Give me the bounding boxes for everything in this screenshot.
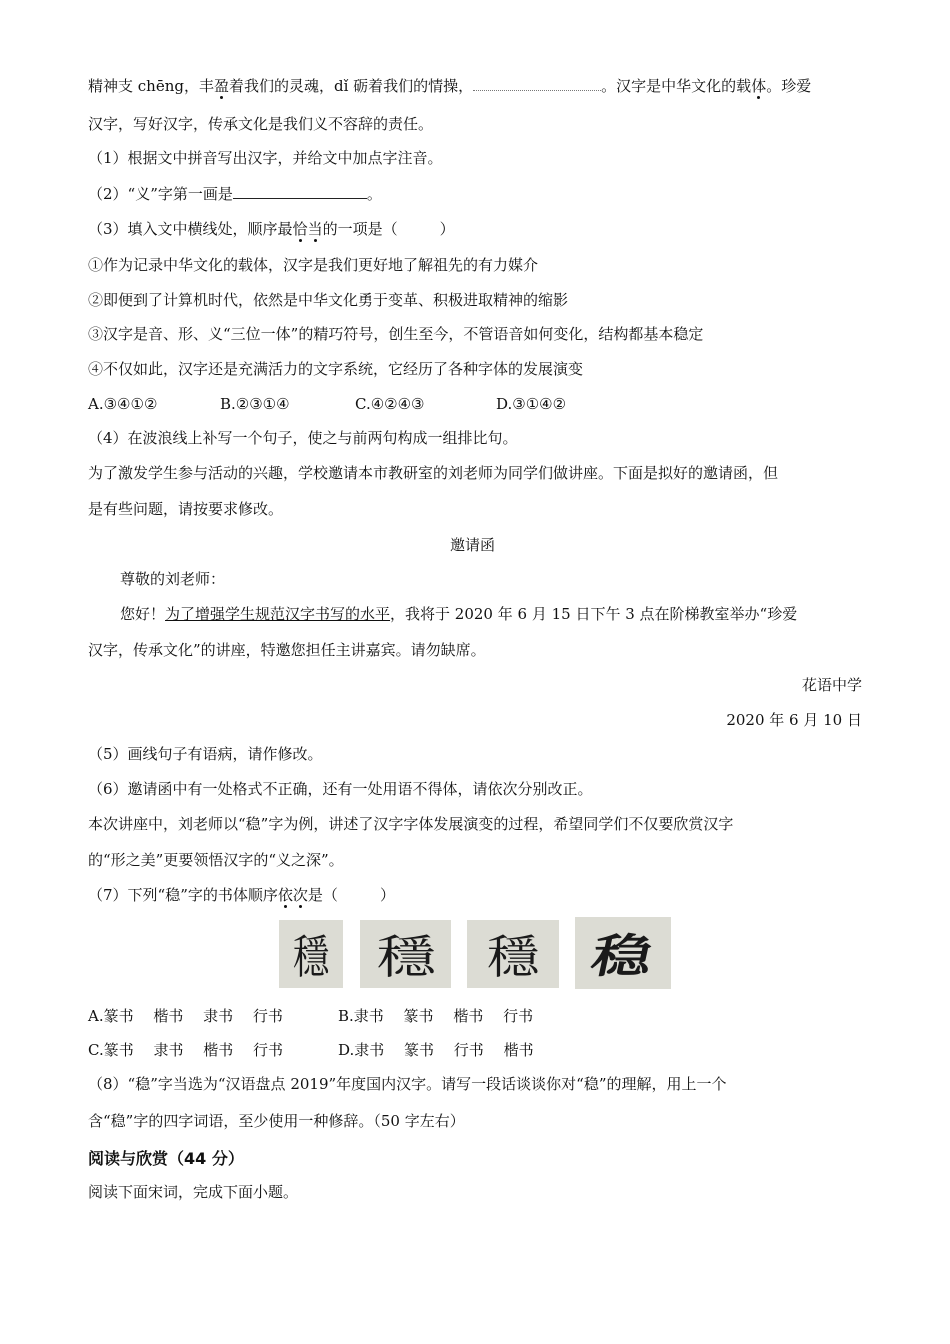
question-text: 。 <box>366 185 382 203</box>
letter-body-1 <box>120 604 797 624</box>
passage-text: 精神支 chēng，丰 <box>88 77 214 95</box>
question-text: （7）下列“稳”字的书体顺序 <box>88 886 278 904</box>
calligraphy-char: 穩 <box>375 930 436 984</box>
question-text: ） <box>439 220 455 238</box>
intro-line-2: 是有些问题，请按要求修改。 <box>88 500 284 518</box>
letter-date: 2020 年 6 月 10 日 <box>726 711 862 729</box>
question-8-line-2: 含“稳”字的四字词语，至少使用一种修辞。（50 字左右） <box>88 1112 465 1130</box>
question-text: ） <box>379 886 395 904</box>
letter-title: 邀请函 <box>450 536 496 554</box>
letter-text: 您好！ <box>120 605 166 623</box>
answer-blank[interactable] <box>233 184 367 199</box>
q7-choice-b: B.隶书 篆书 楷书 行书 <box>338 1007 534 1025</box>
calligraphy-char: 稳 <box>586 929 659 983</box>
intro-line-1: 为了激发学生参与活动的兴趣，学校邀请本市教研室的刘老师为同学们做讲座。下面是拟好的邀请函，但 <box>88 464 779 482</box>
dotted-char: 盈 <box>213 77 229 95</box>
question-6: （6）邀请函中有一处格式不正确，还有一处用语不得体，请依次分别改正。 <box>88 780 593 798</box>
letter-body-2: 汉字，传承文化”的讲座，特邀您担任主讲嘉宾。请勿缺席。 <box>88 641 486 659</box>
question-text: （2）“义”字第一画是 <box>88 185 233 203</box>
section-heading: 阅读与欣赏（44 分） <box>88 1149 244 1168</box>
section-instruction: 阅读下面宋词，完成下面小题。 <box>88 1183 299 1201</box>
option-3: ③汉字是音、形、义“三位一体”的精巧符号，创生至今，不管语音如何变化，结构都基本稳定 <box>88 325 704 343</box>
option-1: ①作为记录中华文化的载体，汉字是我们更好地了解祖先的有力媒介 <box>88 256 539 274</box>
question-text: （3）填入文中横线处，顺序最 <box>88 220 293 238</box>
paragraph-line-1: 本次讲座中，刘老师以“稳”字为例，讲述了汉字字体发展演变的过程，希望同学们不仅要欣赏汉字 <box>88 815 734 833</box>
letter-salutation: 尊敬的刘老师： <box>120 570 226 588</box>
underlined-sentence: 为了增强学生规范汉字书写的水平 <box>165 605 391 623</box>
passage-text: 。珍爱 <box>766 77 812 95</box>
calligraphy-clerical-image <box>360 920 451 988</box>
passage-line-2: 汉字，写好汉字，传承文化是我们义不容辞的责任。 <box>88 115 434 133</box>
q7-choice-a: A.篆书 楷书 隶书 行书 <box>88 1007 283 1025</box>
choice-d: D.③①④② <box>496 395 567 413</box>
paragraph-line-2: 的“形之美”更要领悟汉字的“义之深”。 <box>88 851 344 869</box>
passage-text: 。汉字是中华文化的载 <box>601 77 752 95</box>
calligraphy-running-image <box>575 917 671 989</box>
passage-text: 着我们的灵魂，dǐ 砺着我们的情操， <box>229 77 474 95</box>
calligraphy-regular-image <box>467 920 559 988</box>
option-2: ②即便到了计算机时代，依然是中华文化勇于变革、积极进取精神的缩影 <box>88 291 569 309</box>
dotted-char: 体 <box>751 77 767 95</box>
q7-choice-c: C.篆书 隶书 楷书 行书 <box>88 1041 284 1059</box>
option-4: ④不仅如此，汉字还是充满活力的文字系统，它经历了各种字体的发展演变 <box>88 360 584 378</box>
dotted-char: 依 <box>277 886 293 904</box>
dotted-char: 次 <box>292 886 308 904</box>
letter-signature: 花语中学 <box>801 676 862 694</box>
question-4: （4）在波浪线上补写一个句子，使之与前两句构成一组排比句。 <box>88 429 518 447</box>
choice-b: B.②③①④ <box>220 395 290 413</box>
question-1: （1）根据文中拼音写出汉字，并给文中加点字注音。 <box>88 149 443 167</box>
question-2 <box>88 184 382 204</box>
calligraphy-seal-image <box>279 920 343 988</box>
passage-line-1 <box>88 76 811 96</box>
question-5: （5）画线句子有语病，请作修改。 <box>88 745 323 763</box>
q7-choice-d: D.隶书 篆书 行书 楷书 <box>338 1041 534 1059</box>
question-3 <box>88 219 455 239</box>
question-8-line-1: （8）“稳”字当选为“汉语盘点 2019”年度国内汉字。请写一段话谈谈你对“稳”的理解，用上一个 <box>88 1075 727 1093</box>
wavy-blank[interactable] <box>473 78 601 91</box>
dotted-char: 恰 <box>292 220 308 238</box>
calligraphy-char: 穩 <box>486 930 540 984</box>
choice-c: C.④②④③ <box>355 395 425 413</box>
question-7 <box>88 885 395 905</box>
question-text: 是（ <box>307 886 338 904</box>
dotted-char: 当 <box>307 220 323 238</box>
calligraphy-char: 穩 <box>292 930 330 984</box>
letter-text: ，我将于 2020 年 6 月 15 日下午 3 点在阶梯教室举办“珍爱 <box>390 605 798 623</box>
choice-a: A.③④①② <box>88 395 158 413</box>
question-text: 的一项是（ <box>322 220 398 238</box>
